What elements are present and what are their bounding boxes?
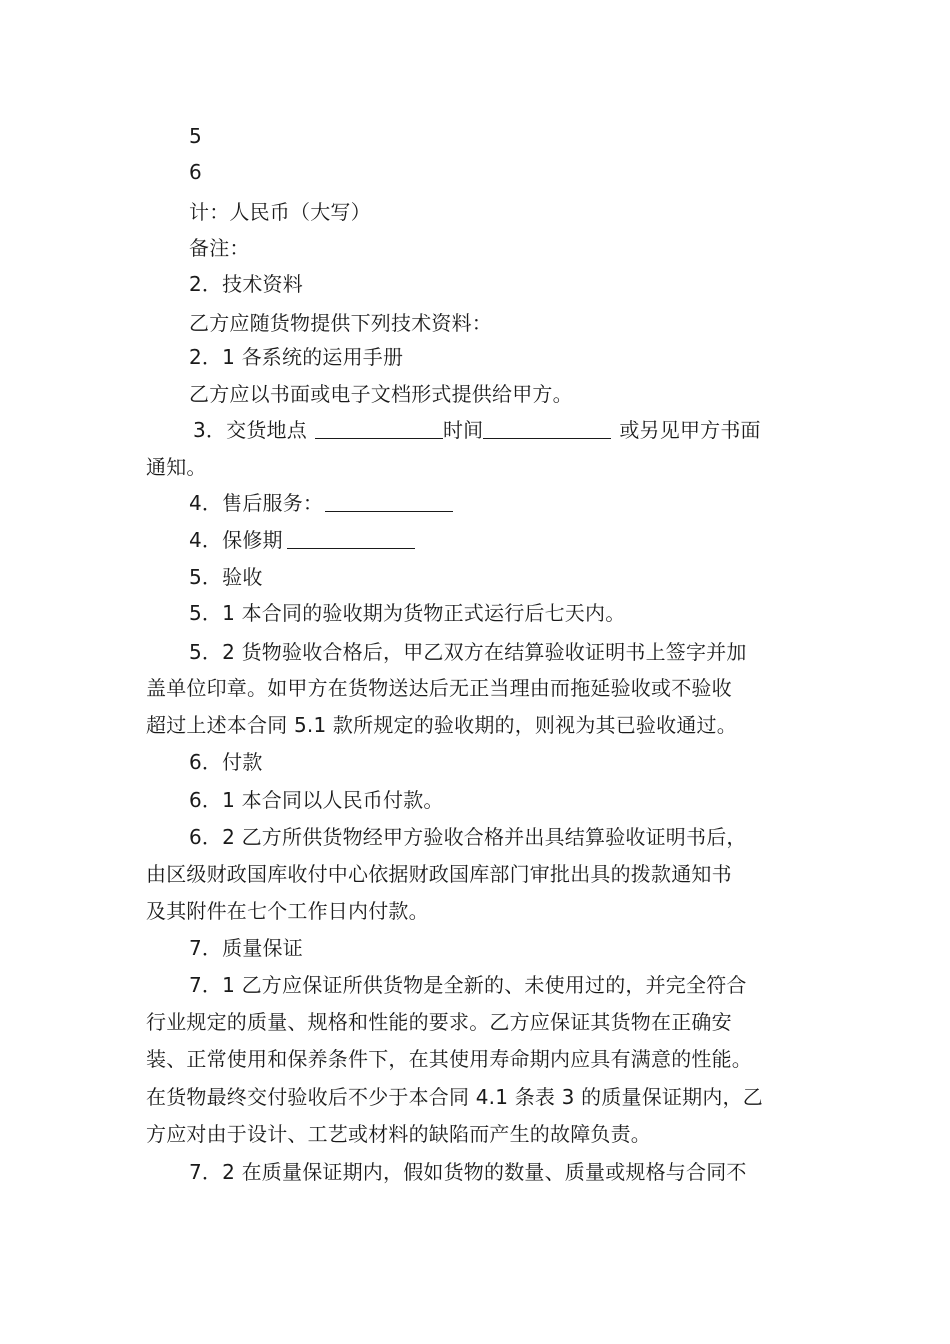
after-sales-blank (325, 491, 453, 512)
text-line: 5．2 货物验收合格后，甲乙双方在结算验收证明书上签字并加 (189, 640, 747, 664)
warranty-label: 4．保修期 (189, 528, 283, 552)
after-sales-label: 4．售后服务： (189, 491, 324, 515)
text-line: 行业规定的质量、规格和性能的要求。乙方应保证其货物在正确安 (146, 1010, 732, 1034)
text-line: 6．2 乙方所供货物经甲方验收合格并出具结算验收证明书后， (189, 825, 747, 849)
text-line: 乙方应随货物提供下列技术资料： (189, 311, 492, 335)
text-line: 盖单位印章。如甲方在货物送达后无正当理由而拖延验收或不验收 (146, 676, 732, 700)
text-line: 6．1 本合同以人民币付款。 (189, 788, 444, 812)
text-line: 5．1 本合同的验收期为货物正式运行后七天内。 (189, 601, 626, 625)
section-heading: 5．验收 (189, 565, 263, 589)
text-line: 装、正常使用和保养条件下，在其使用寿命期内应具有满意的性能。 (146, 1047, 752, 1071)
text-line: 通知。 (146, 455, 207, 479)
section-heading: 2．技术资料 (189, 272, 303, 296)
text-line: 7．2 在质量保证期内，假如货物的数量、质量或规格与合同不 (189, 1160, 747, 1184)
delivery-notice-text: 或另见甲方书面 (619, 418, 761, 442)
warranty-line (189, 528, 816, 552)
text-line: 超过上述本合同 5.1 款所规定的验收期的，则视为其已验收通过。 (146, 713, 737, 737)
text-line: 7．1 乙方应保证所供货物是全新的、未使用过的，并完全符合 (189, 973, 747, 997)
section-heading: 7．质量保证 (189, 936, 303, 960)
section-heading: 6．付款 (189, 750, 263, 774)
warranty-blank (287, 528, 415, 549)
delivery-location-blank (315, 418, 443, 439)
delivery-time-blank (483, 418, 611, 439)
text-line: 6 (189, 160, 202, 184)
delivery-line (193, 418, 816, 442)
delivery-time-label: 时间 (442, 418, 484, 442)
text-line: 计：人民币（大写） (189, 200, 371, 224)
after-sales-line (189, 491, 816, 515)
text-line: 及其附件在七个工作日内付款。 (146, 899, 429, 923)
text-line: 在货物最终交付验收后不少于本合同 4.1 条表 3 的质量保证期内，乙 (146, 1085, 763, 1109)
text-line: 方应对由于设计、工艺或材料的缺陷而产生的故障负责。 (146, 1122, 651, 1146)
text-line: 由区级财政国库收付中心依据财政国库部门审批出具的拨款通知书 (146, 862, 732, 886)
text-line: 2．1 各系统的运用手册 (189, 345, 404, 369)
text-line: 备注： (189, 236, 250, 260)
delivery-location-label: 3．交货地点 (193, 418, 307, 442)
text-line: 5 (189, 124, 202, 148)
text-line: 乙方应以书面或电子文档形式提供给甲方。 (189, 382, 573, 406)
